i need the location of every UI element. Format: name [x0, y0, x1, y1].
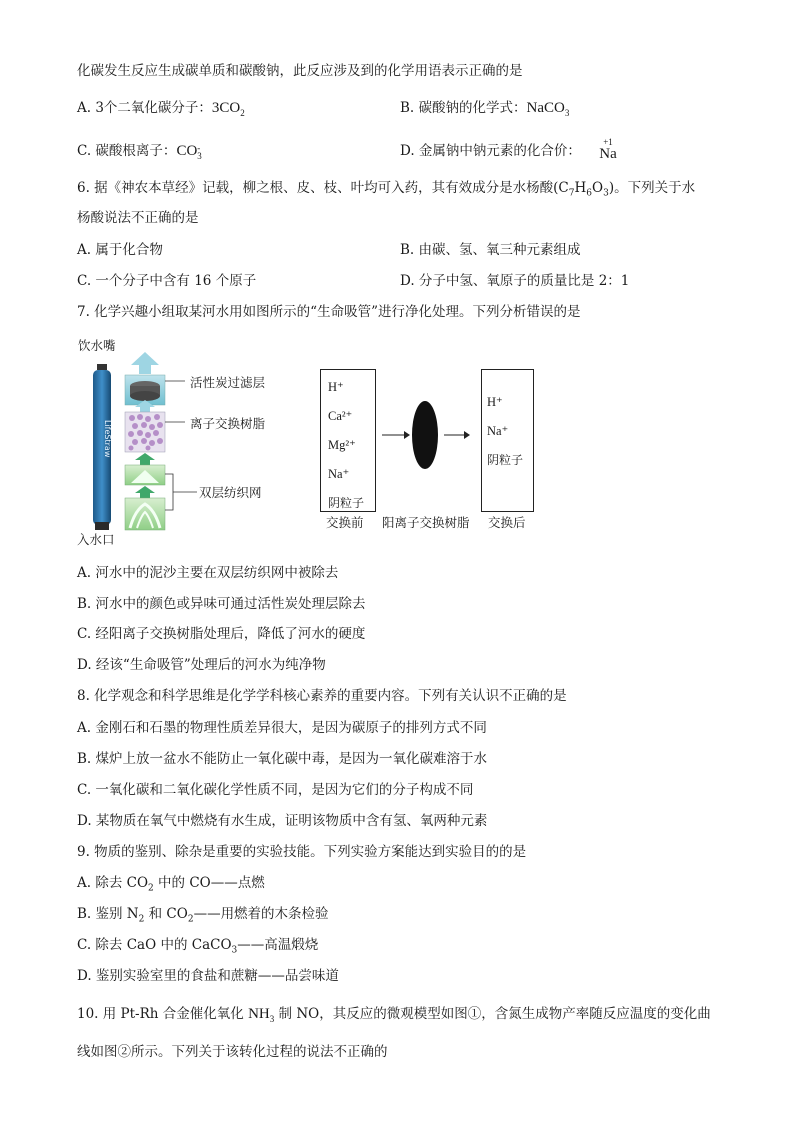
- ion-item: 阴粒子: [328, 496, 365, 510]
- ion-item: Mg²⁺: [328, 438, 356, 452]
- arrow-right-icon: [464, 431, 470, 439]
- q6-option-b: B. 由碳、氢、氧三种元素组成: [400, 242, 581, 258]
- q5-option-d: D. 金属钠中钠元素的化合价：: [400, 143, 581, 159]
- exchange-process-graphic: [378, 395, 474, 475]
- up-arrow-icon: [131, 352, 159, 374]
- formula: CO - 3: [176, 142, 202, 161]
- q10-stem: 10. 用 Pt-Rh 合金催化氧化 $NH_3$ 制 NO，其反应的微观模型如图①，含氮生成物产率随反应温度的变化曲: [77, 1006, 711, 1024]
- q6-option-d: D. 分子中氢、氧原子的质量比是 2：1: [400, 273, 630, 289]
- q6-stem: 6. 据《神农本草经》记载，柳之根、皮、枝、叶均可入药，其有效成分是水杨酸$(C_7H_6O_3)$。下列关于水: [77, 180, 696, 199]
- up-arrow-icon: [135, 486, 155, 498]
- q7-stem: 7. 化学兴趣小组取某河水用如图所示的“生命吸管”进行净化处理。下列分析错误的是: [77, 304, 581, 320]
- ion-item: Ca²⁺: [328, 409, 353, 423]
- layer-label-resin: 离子交换树脂: [190, 416, 266, 431]
- q7-option-d: D. 经该“生命吸管”处理后的河水为纯净物: [77, 657, 326, 673]
- q8-option-c: C. 一氧化碳和二氧化碳化学性质不同，是因为它们的分子构成不同: [77, 782, 474, 798]
- arrow-right-icon: [404, 431, 410, 439]
- layer-label-carbon: 活性炭过滤层: [190, 375, 266, 390]
- layer-label-mesh: 双层纺织网: [199, 485, 262, 500]
- q9-stem: 9. 物质的鉴别、除杂是重要的实验技能。下列实验方案能达到实验目的的是: [77, 844, 527, 860]
- caption-resin: 阳离子交换树脂: [382, 515, 470, 530]
- q8-stem: 8. 化学观念和科学思维是化学学科核心素养的重要内容。下列有关认识不正确的是: [77, 688, 567, 704]
- q7-option-a: A. 河水中的泥沙主要在双层纺织网中被除去: [77, 565, 339, 581]
- formula: $3CO_2$: [211, 100, 245, 118]
- ion-item: 阴粒子: [487, 453, 524, 467]
- straw-brand-text: LifeStraw: [103, 420, 112, 458]
- q6-stem-line2: 杨酸说法不正确的是: [77, 210, 199, 226]
- resin-ellipse-icon: [412, 401, 438, 469]
- ion-item: Na⁺: [487, 424, 509, 438]
- outlet-label: 饮水嘴: [78, 338, 116, 353]
- formula: NaCO$_3$: [526, 100, 570, 118]
- q5-stem: 化碳发生反应生成碳单质和碳酸钠，此反应涉及到的化学用语表示正确的是: [77, 63, 523, 79]
- q9-option-d: D. 鉴别实验室里的食盐和蔗糖——品尝味道: [77, 968, 339, 984]
- after-ion-list: [487, 388, 523, 475]
- q10-stem-line2: 线如图②所示。下列关于该转化过程的说法不正确的: [77, 1044, 388, 1060]
- caption-before: 交换前: [326, 515, 364, 530]
- inlet-label: 入水口: [77, 532, 115, 547]
- q7-option-c: C. 经阳离子交换树脂处理后，降低了河水的硬度: [77, 626, 366, 642]
- q8-option-d: D. 某物质在氧气中燃烧有水生成，证明该物质中含有氢、氧两种元素: [77, 813, 488, 829]
- ion-item: Na⁺: [328, 467, 350, 481]
- q7-option-b: B. 河水中的颜色或异味可通过活性炭处理层除去: [77, 596, 366, 612]
- q6-option-c: C. 一个分子中含有 16 个原子: [77, 273, 257, 289]
- filter-column: [125, 350, 165, 530]
- caption-after: 交换后: [488, 515, 526, 530]
- q9-option-c: C. 除去 CaO 中的 CaCO$_3$——高温煅烧: [77, 937, 319, 956]
- q6-option-a: A. 属于化合物: [77, 242, 163, 258]
- q5-option-a: A. 3个二氧化碳分子：$3CO_2$: [77, 100, 245, 118]
- valence-notation: +1 Na: [599, 137, 617, 162]
- q9-option-b: B. 鉴别 $N_2$ 和 $CO_2——$用燃着的木条检验: [77, 906, 329, 925]
- ion-item: H⁺: [328, 380, 344, 394]
- straw-tube-icon: [93, 364, 112, 530]
- ion-item: H⁺: [487, 395, 503, 409]
- q5-option-c: C. 碳酸根离子：CO - 3: [77, 142, 202, 161]
- up-arrow-icon: [135, 453, 155, 465]
- before-ion-list: [328, 373, 364, 518]
- q8-option-b: B. 煤炉上放一盆水不能防止一氧化碳中毒，是因为一氧化碳难溶于水: [77, 751, 488, 767]
- q5-option-b: B. 碳酸钠的化学式：NaCO$_3$: [400, 100, 570, 118]
- q9-option-a: A. 除去 $CO_2$ 中的 CO——点燃: [77, 875, 265, 894]
- q8-option-a: A. 金刚石和石墨的物理性质差异很大，是因为碳原子的排列方式不同: [77, 720, 487, 736]
